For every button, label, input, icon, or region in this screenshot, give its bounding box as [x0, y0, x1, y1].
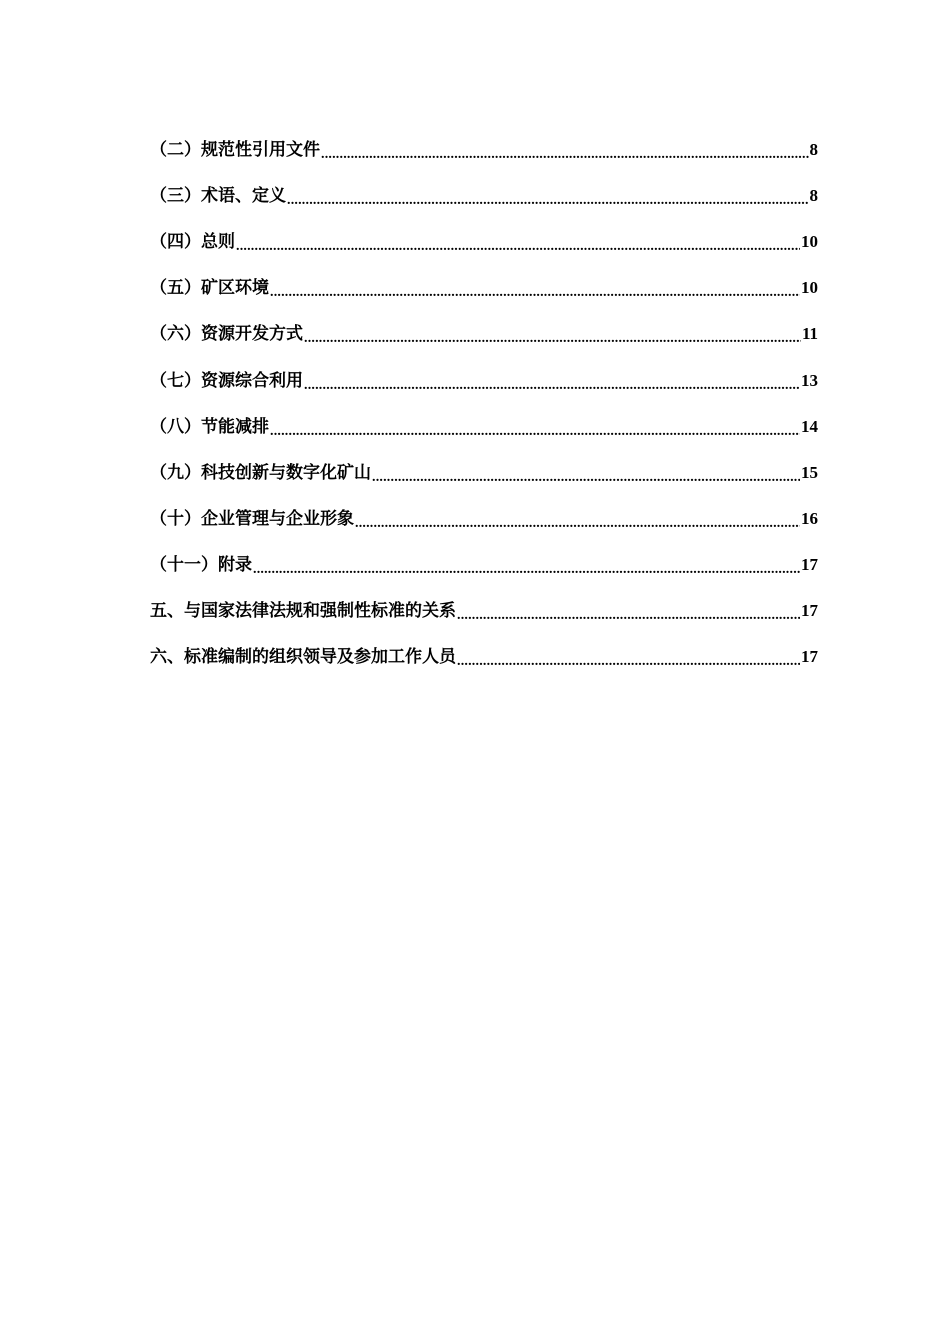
toc-dot-leader [304, 321, 801, 345]
toc-entry[interactable] [0, 443, 950, 489]
toc-page-number: 10 [801, 278, 818, 298]
toc-dot-leader [321, 137, 809, 161]
toc-page-number: 8 [809, 140, 818, 160]
toc-page-number: 17 [801, 601, 818, 621]
toc-page-number: 16 [801, 508, 818, 528]
toc-entry[interactable] [0, 581, 950, 627]
toc-dot-leader [457, 644, 800, 668]
toc-page-number: 14 [801, 416, 818, 436]
toc-entry[interactable] [0, 489, 950, 535]
toc-page-number: 11 [801, 324, 818, 344]
toc-page-number: 13 [801, 370, 818, 390]
toc-entry[interactable] [0, 120, 950, 166]
toc-page-number: 17 [801, 554, 818, 574]
toc-entry[interactable] [0, 350, 950, 396]
toc-entry[interactable] [0, 258, 950, 304]
toc-entry-title: （十一）附录 [150, 554, 252, 575]
toc-entry[interactable] [0, 304, 950, 350]
toc-entry[interactable] [0, 212, 950, 258]
toc-entry-title: 五、与国家法律法规和强制性标准的关系 [150, 601, 456, 622]
toc-dot-leader [355, 506, 800, 530]
toc-entry[interactable] [0, 627, 950, 673]
toc-dot-leader [236, 229, 800, 253]
toc-entry-title: （七）资源综合利用 [150, 370, 303, 391]
toc-entry-title: 六、标准编制的组织领导及参加工作人员 [150, 647, 456, 668]
toc-entry-title: （十）企业管理与企业形象 [150, 508, 354, 529]
toc-dot-leader [304, 368, 800, 392]
toc-entry[interactable] [0, 397, 950, 443]
toc-page-number: 15 [801, 462, 818, 482]
toc-entry-title: （四）总则 [150, 232, 235, 253]
toc-dot-leader [253, 552, 800, 576]
toc-dot-leader [457, 598, 800, 622]
toc-entry[interactable] [0, 166, 950, 212]
toc-entry-title: （八）节能减排 [150, 416, 269, 437]
toc-dot-leader [372, 460, 800, 484]
toc-entry-title: （五）矿区环境 [150, 278, 269, 299]
toc-entry-title: （二）规范性引用文件 [150, 140, 320, 161]
toc-entry-title: （九）科技创新与数字化矿山 [150, 462, 371, 483]
toc-entry[interactable] [0, 535, 950, 581]
toc-dot-leader [270, 414, 800, 438]
toc-entry-title: （六）资源开发方式 [150, 324, 303, 345]
toc-dot-leader [270, 275, 800, 299]
toc-entry-title: （三）术语、定义 [150, 186, 286, 207]
table-of-contents [0, 120, 950, 673]
toc-dot-leader [287, 183, 809, 207]
toc-page-number: 17 [801, 647, 818, 667]
toc-page-number: 10 [801, 232, 818, 252]
toc-page-number: 8 [809, 186, 818, 206]
